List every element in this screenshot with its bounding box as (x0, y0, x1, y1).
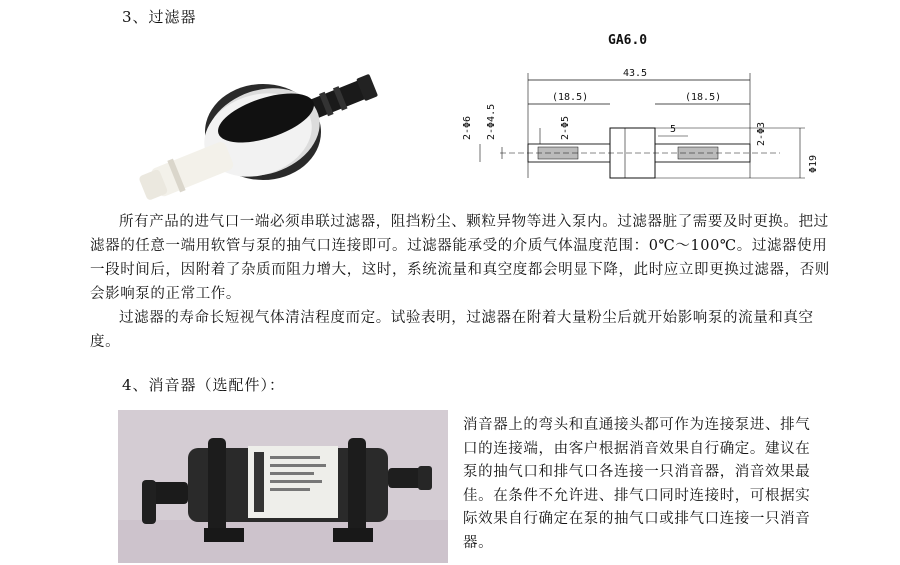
filter-technical-drawing (440, 28, 830, 218)
filter-photo (128, 40, 398, 220)
section3-para1: 所有产品的进气口一端必须串联过滤器，阻挡粉尘、颗粒异物等进入泵内。过滤器脏了需要及时更换。把过滤器的任意一端用软管与泵的抽气口连接即可。过滤器能承受的介质气体温度范围：0℃～100℃。过滤器使用一段时间后，因附着了杂质而阻力增大，这时，系统流量和真空度都会明显下降，此时应立即更换过滤器，否则会影响泵的正常工作。 (90, 214, 830, 302)
muffler-image (118, 410, 448, 563)
filter-image (128, 40, 398, 220)
dim-right-label: (18.5) (685, 92, 722, 103)
section3-text (90, 210, 830, 354)
section4-heading: 4、消音器（选配件）： (122, 376, 286, 394)
muffler-photo (118, 410, 448, 563)
dim-phi45-label: 2-Φ4.5 (486, 103, 497, 140)
drawing-svg (440, 28, 830, 218)
section4-para: 消音器上的弯头和直通接头都可作为连接泵进、排气口的连接端，由客户根据消音效果自行确定。建议在泵的抽气口和排气口各连接一只消音器，消音效果最佳。在条件不允许进、排气口同时连接时，可根据实际效果自行确定在泵的抽气口或排气口连接一只消音器。 (463, 417, 811, 551)
section4-text (463, 414, 815, 555)
drawing-model-label: GA6.0 (608, 33, 648, 48)
dim-5-label: 5 (670, 124, 677, 135)
section3-heading: 3、过滤器 (122, 8, 197, 26)
dim-left-label: (18.5) (552, 92, 589, 103)
dim-phi3-label: 2-Φ3 (756, 121, 767, 146)
dim-phi5-label: 2-Φ5 (560, 115, 571, 140)
dim-total-label: 43.5 (623, 68, 648, 79)
section3-para2: 过滤器的寿命长短视气体清洁程度而定。试验表明，过滤器在附着大量粉尘后就开始影响泵的流量和真空度。 (90, 310, 814, 350)
dim-phi6-label: 2-Φ6 (462, 115, 473, 140)
dim-phi19-label: Φ19 (808, 154, 819, 173)
